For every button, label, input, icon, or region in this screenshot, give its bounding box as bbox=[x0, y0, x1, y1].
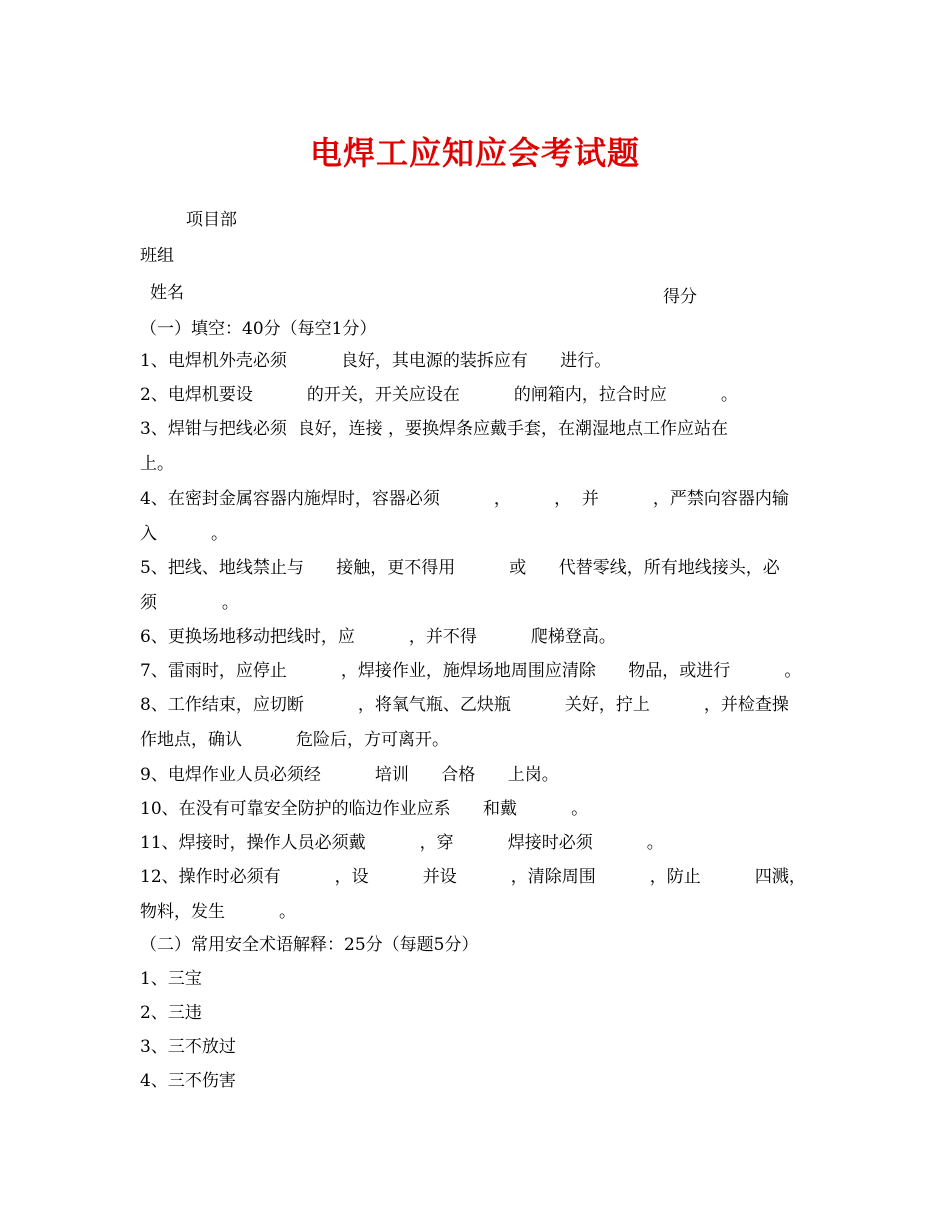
question-line: 2、电焊机要设 的开关，开关应设在 的闸箱内，拉合时应 。 bbox=[140, 385, 738, 405]
question-line: 11、焊接时，操作人员必须戴 ，穿 焊接时必须 。 bbox=[140, 833, 664, 853]
question-line: 作地点，确认 危险后，方可离开。 bbox=[140, 730, 450, 750]
question-line: 10、在没有可靠安全防护的临边作业应系 和戴 。 bbox=[140, 799, 589, 819]
section2-heading: （二）常用安全术语解释：25分（每题5分） bbox=[140, 935, 479, 955]
document-title: 电焊工应知应会考试题 bbox=[309, 134, 640, 172]
term-item: 2、三违 bbox=[140, 1003, 202, 1023]
question-line: 上。 bbox=[140, 454, 174, 474]
question-line: 6、更换场地移动把线时，应 ，并不得 爬梯登高。 bbox=[140, 627, 616, 647]
question-line: 3、焊钳与把线必须 良好，连接 ，要换焊条应戴手套，在潮湿地点工作应站在 bbox=[140, 419, 729, 439]
team-label: 班组 bbox=[140, 246, 174, 266]
term-item: 1、三宝 bbox=[140, 969, 202, 989]
question-line: 12、操作时必须有 ，设 并设 ，清除周围 ，防止 四溅， bbox=[140, 867, 806, 887]
question-line: 须 。 bbox=[140, 593, 239, 613]
section1-heading: （一）填空：40分（每空1分） bbox=[140, 319, 377, 339]
score-label: 得分 bbox=[663, 287, 697, 307]
question-line: 物料，发生 。 bbox=[140, 902, 297, 922]
question-line: 8、工作结束，应切断 ，将氧气瓶、乙炔瓶 关好，拧上 ，并检查操 bbox=[140, 695, 789, 715]
question-line: 入 。 bbox=[140, 524, 229, 544]
question-line: 4、在密封金属容器内施焊时，容器必须 ， ， 并 ，严禁向容器内输 bbox=[140, 489, 789, 509]
question-line: 1、电焊机外壳必须 良好，其电源的装拆应有 进行。 bbox=[140, 351, 612, 371]
question-line: 7、雷雨时，应停止 ，焊接作业，施焊场地周围应清除 物品，或进行 。 bbox=[140, 661, 802, 681]
question-line: 9、电焊作业人员必须经 培训 合格 上岗。 bbox=[140, 765, 559, 785]
term-item: 4、三不伤害 bbox=[140, 1071, 236, 1091]
name-label: 姓名 bbox=[150, 283, 184, 303]
project-label: 项目部 bbox=[186, 210, 237, 230]
term-item: 3、三不放过 bbox=[140, 1037, 236, 1057]
question-line: 5、把线、地线禁止与 接触，更不得用 或 代替零线，所有地线接头，必 bbox=[140, 558, 780, 578]
